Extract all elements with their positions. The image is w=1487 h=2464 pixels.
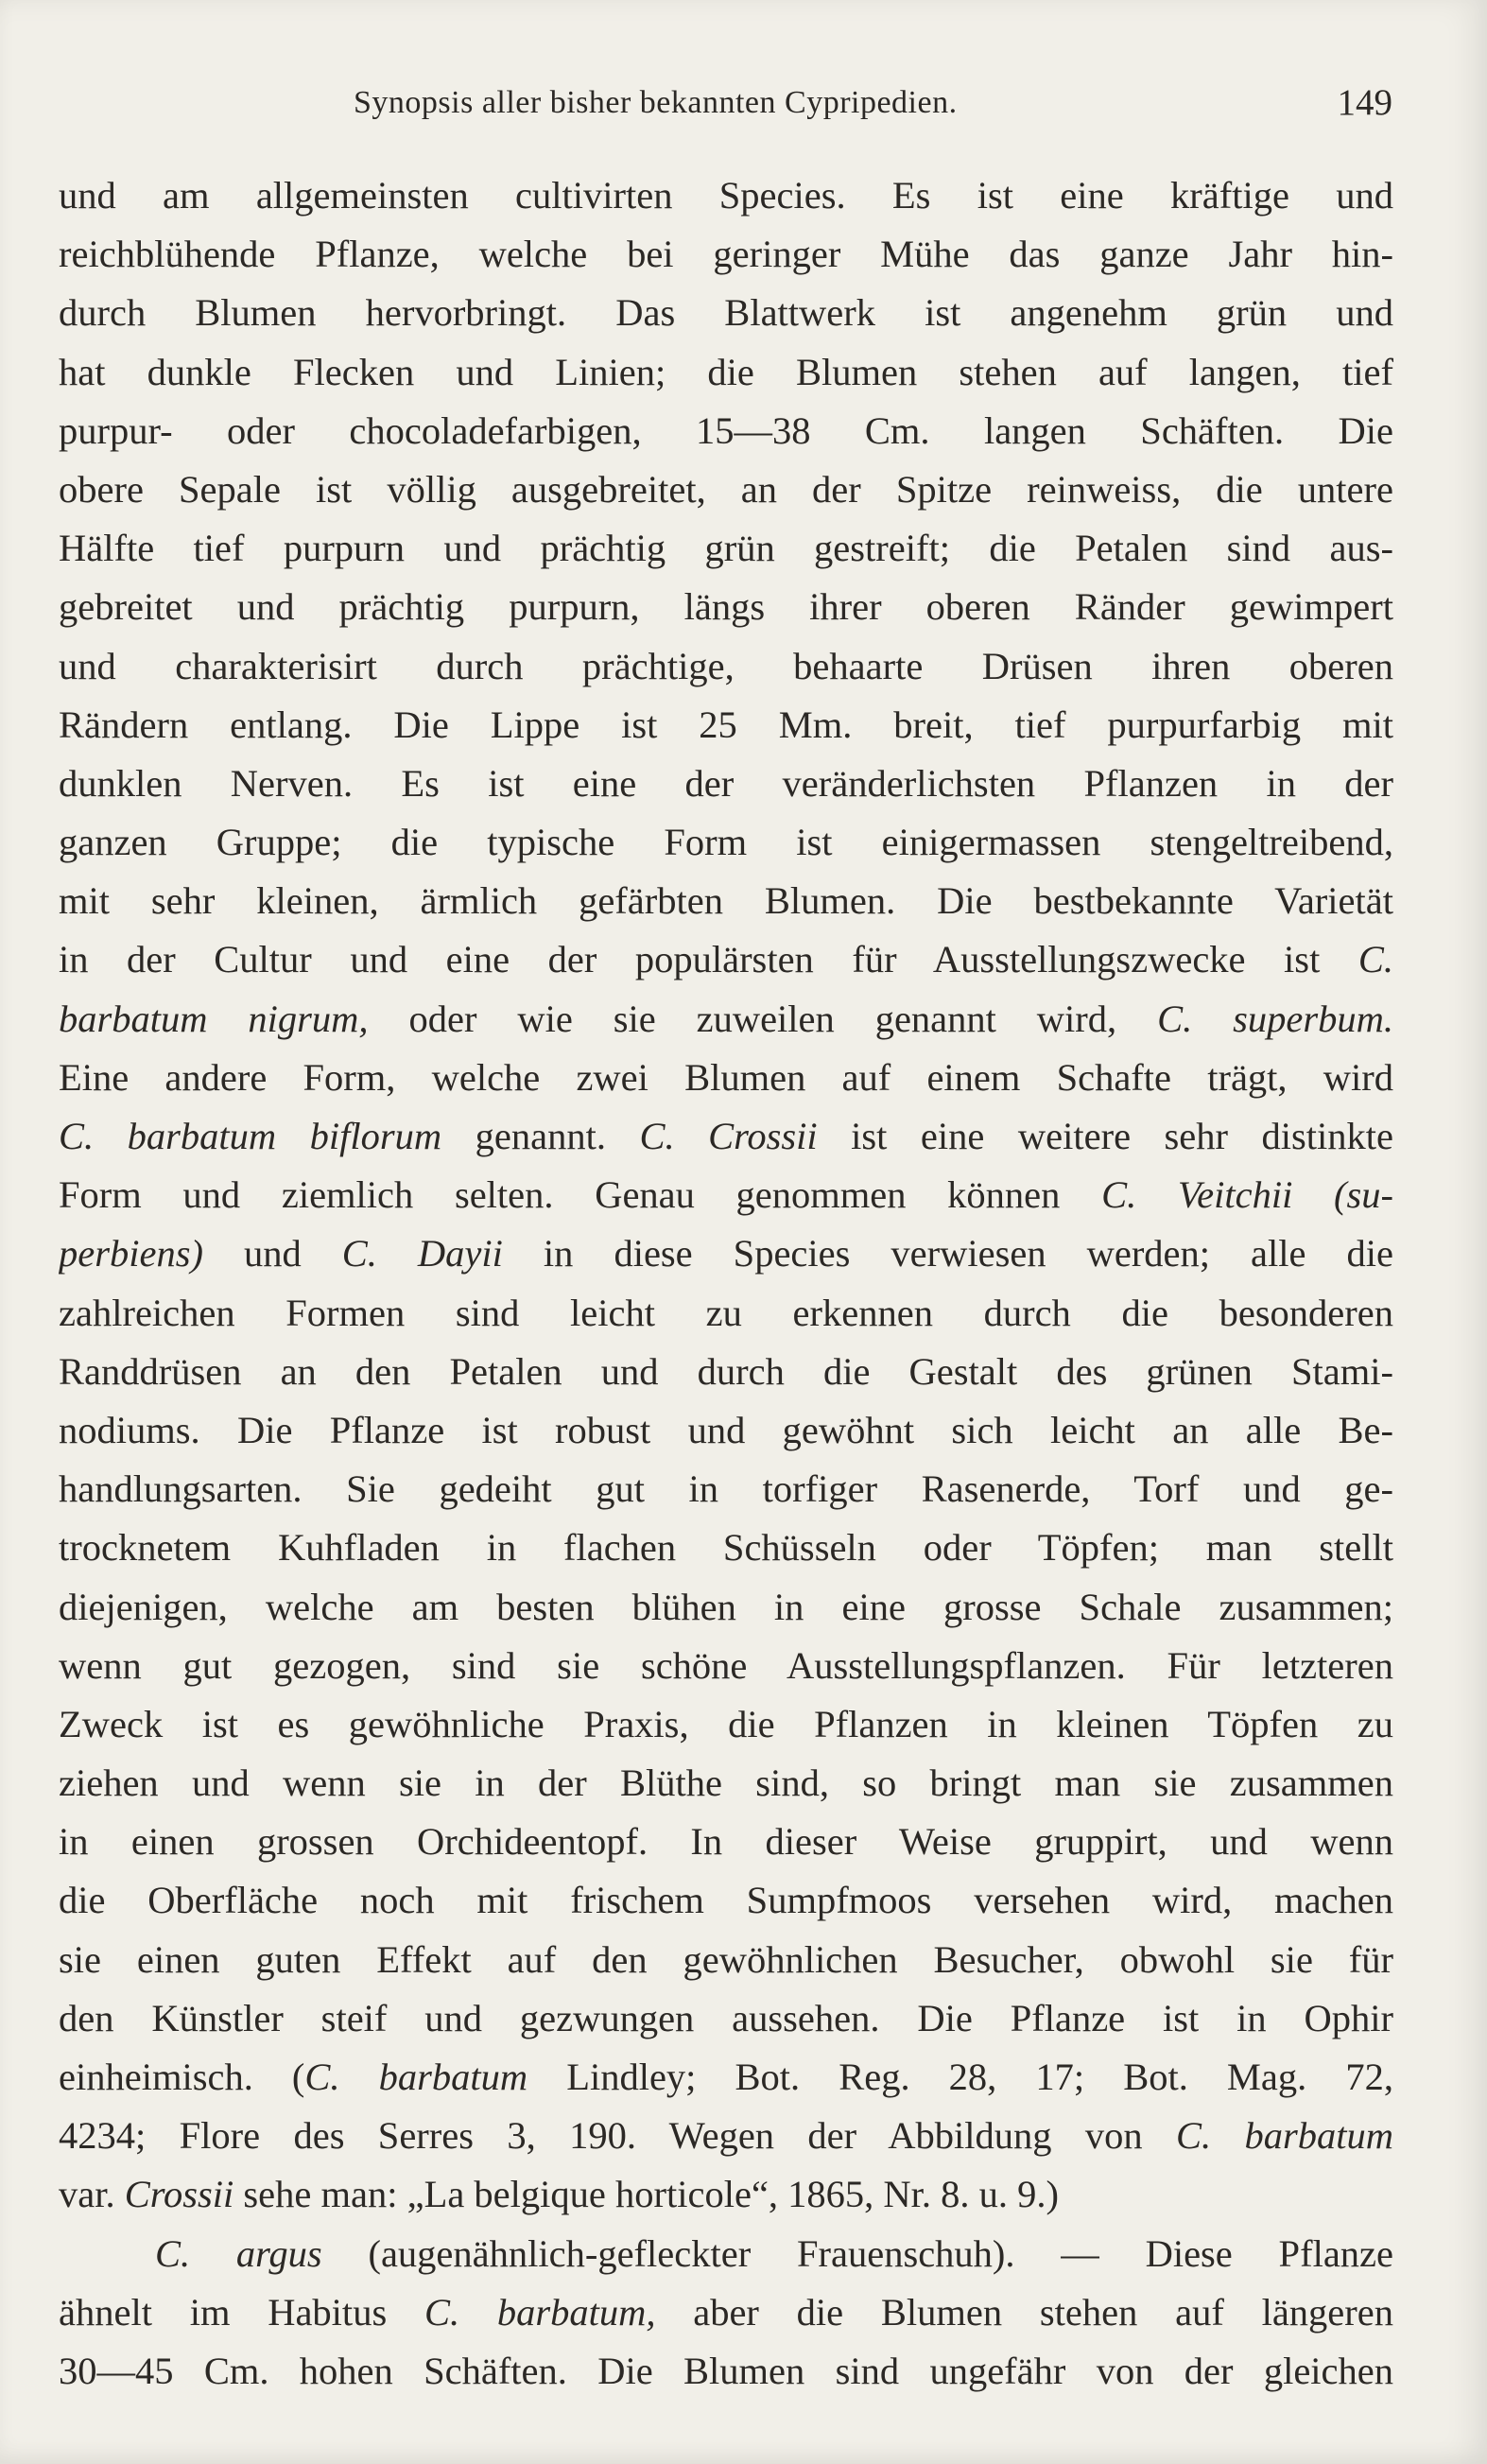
text-segment: ist eine weitere sehr distinkte [817, 1115, 1393, 1157]
italic-text-segment: C. barbatum, [424, 2290, 656, 2334]
text-segment: reichblühende Pflanze, welche bei geringer Mühe das ganze Jahr hin- [59, 233, 1393, 276]
italic-text-segment: barbatum nigrum, [59, 997, 369, 1040]
text-line [59, 872, 1393, 930]
text-segment: ähnelt im Habitus [59, 2290, 424, 2334]
text-segment: aber die Blumen stehen auf längeren [655, 2290, 1393, 2334]
text-line [59, 343, 1393, 402]
text-segment: ziehen und wenn sie in der Blüthe sind, so bringt man sie zusammen [59, 1761, 1393, 1805]
text-segment: var. [59, 2173, 125, 2216]
text-segment: (augenähnlich-gefleckter Frauenschuh). — Diese Pflanze [321, 2231, 1393, 2275]
text-line [59, 1343, 1393, 1401]
text-line [59, 402, 1393, 460]
text-line [59, 2048, 1393, 2107]
text-line [59, 1518, 1393, 1577]
text-line [59, 1754, 1393, 1813]
text-line [59, 813, 1393, 872]
text-segment: mit sehr kleinen, ärmlich gefärbten Blumen. Die bestbekannte Varietät [59, 879, 1393, 923]
text-line [59, 1401, 1393, 1460]
text-line [59, 1989, 1393, 2048]
text-segment: in diese Species verwiesen werden; alle die [502, 1232, 1393, 1275]
text-line [59, 1813, 1393, 1871]
text-segment: Hälfte tief purpurn und prächtig grün gestreift; die Petalen sind aus- [59, 527, 1393, 570]
text-segment: purpur- oder chocoladefarbigen, 15—38 Cm. langen Schäften. Die [59, 408, 1393, 452]
text-segment: in der Cultur und eine der populärsten für Ausstellungszwecke ist [59, 938, 1358, 981]
text-line [59, 637, 1393, 696]
text-segment: Form und ziemlich selten. Genau genommen können [59, 1173, 1102, 1217]
text-segment: diejenigen, welche am besten blühen in eine grosse Schale zusammen; [59, 1585, 1393, 1628]
text-line [59, 166, 1393, 225]
text-line [59, 1578, 1393, 1637]
text-line [59, 225, 1393, 284]
text-line [59, 2107, 1393, 2165]
text-segment: handlungsarten. Sie gedeiht gut in torfiger Rasenerde, Torf und ge- [59, 1467, 1393, 1511]
text-segment: in einen grossen Orchideentopf. In dieser Weise gruppirt, und wenn [59, 1820, 1393, 1864]
text-segment: und am allgemeinsten cultivirten Species. Es ist eine kräftige und [59, 174, 1393, 217]
text-segment: 30—45 Cm. hohen Schäften. Die Blumen sind ungefähr von der gleichen [59, 2349, 1393, 2392]
text-line [59, 284, 1393, 342]
italic-text-segment: C. barbatum biflorum [59, 1115, 442, 1157]
text-line [59, 460, 1393, 519]
text-line [59, 1695, 1393, 1754]
text-segment: durch Blumen hervorbringt. Das Blattwerk ist angenehm grün und [59, 291, 1393, 335]
running-head: Synopsis aller bisher bekannten Cypripedien. [354, 85, 958, 120]
text-segment: den Künstler steif und gezwungen aussehen. Die Pflanze ist in Ophir [59, 1996, 1393, 2039]
text-segment: und [202, 1232, 342, 1275]
text-segment: Rändern entlang. Die Lippe ist 25 Mm. breit, tief purpurfarbig mit [59, 703, 1393, 746]
body-text [59, 166, 1393, 2401]
italic-text-segment: C. Veitchii (su- [1101, 1173, 1393, 1217]
text-segment: oder wie sie zuweilen genannt wird, [368, 997, 1158, 1040]
text-line [59, 578, 1393, 636]
italic-text-segment: C. argus [155, 2231, 322, 2275]
italic-text-segment: C. barbatum [304, 2056, 528, 2098]
italic-text-segment: C. Dayii [341, 1232, 503, 1275]
text-segment: nodiums. Die Pflanze ist robust und gewöhnt sich leicht an alle Be- [59, 1408, 1393, 1451]
italic-text-segment: C. Crossii [639, 1115, 818, 1157]
italic-text-segment: Crossii [124, 2173, 234, 2216]
text-segment: ganzen Gruppe; die typische Form ist einigermassen stengeltreibend, [59, 821, 1393, 864]
text-segment: wenn gut gezogen, sind sie schöne Ausstellungspflanzen. Für letzteren [59, 1643, 1393, 1687]
text-segment: und charakterisirt durch prächtige, behaarte Drüsen ihren oberen [59, 644, 1393, 687]
text-segment: 4234; Flore des Serres 3, 190. Wegen der Abbildung von [59, 2114, 1176, 2158]
text-segment: sie einen guten Effekt auf den gewöhnlichen Besucher, obwohl sie für [59, 1937, 1393, 1981]
text-line [59, 2165, 1393, 2224]
text-line [59, 2283, 1393, 2342]
italic-text-segment: C. barbatum [1175, 2114, 1393, 2158]
text-line [59, 1460, 1393, 1518]
text-segment: zahlreichen Formen sind leicht zu erkennen durch die besonderen [59, 1291, 1393, 1334]
page-number: 149 [1337, 82, 1392, 123]
text-line [59, 519, 1393, 578]
text-line [59, 1049, 1393, 1107]
text-segment: die Oberfläche noch mit frischem Sumpfmoos versehen wird, machen [59, 1879, 1393, 1922]
text-segment: obere Sepale ist völlig ausgebreitet, an der Spitze reinweiss, die untere [59, 467, 1393, 511]
text-segment: Zweck ist es gewöhnliche Praxis, die Pflanzen in kleinen Töpfen zu [59, 1702, 1393, 1745]
text-line [59, 1931, 1393, 1989]
text-segment: Randdrüsen an den Petalen und durch die Gestalt des grünen Stami- [59, 1349, 1393, 1393]
text-line [59, 1637, 1393, 1695]
text-segment: Eine andere Form, welche zwei Blumen auf einem Schafte trägt, wird [59, 1055, 1393, 1099]
text-line [59, 930, 1393, 989]
text-line [59, 1107, 1393, 1166]
text-segment: hat dunkle Flecken und Linien; die Blumen stehen auf langen, tief [59, 350, 1393, 393]
text-line [59, 2225, 1393, 2283]
text-segment: einheimisch. ( [59, 2056, 305, 2098]
text-segment: Lindley; Bot. Reg. 28, 17; Bot. Mag. 72, [527, 2056, 1393, 2098]
text-line [59, 2342, 1393, 2401]
text-segment: gebreitet und prächtig purpurn, längs ihrer oberen Ränder gewimpert [59, 585, 1393, 629]
page-header [59, 79, 1392, 127]
text-line [59, 1166, 1393, 1224]
text-line [59, 1284, 1393, 1343]
text-line [59, 1224, 1393, 1283]
text-segment: genannt. [441, 1115, 640, 1157]
text-line [59, 1871, 1393, 1930]
text-line [59, 990, 1393, 1049]
text-segment: sehe man: „La belgique horticole“, 1865, Nr. 8. u. 9.) [233, 2173, 1060, 2216]
text-segment: trocknetem Kuhfladen in flachen Schüsseln oder Töpfen; man stellt [59, 1526, 1393, 1570]
text-line [59, 696, 1393, 755]
text-segment: dunklen Nerven. Es ist eine der veränderlichsten Pflanzen in der [59, 761, 1393, 805]
text-line [59, 755, 1393, 813]
italic-text-segment: C. superbum. [1157, 997, 1393, 1040]
italic-text-segment: C. [1357, 938, 1393, 981]
italic-text-segment: perbiens) [59, 1232, 203, 1275]
